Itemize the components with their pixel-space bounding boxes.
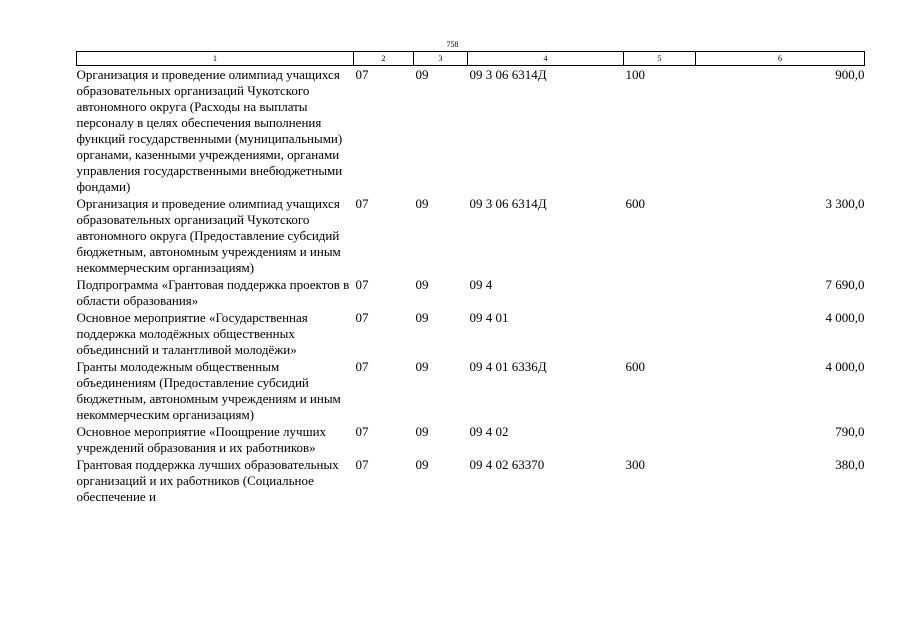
header-row bbox=[77, 52, 865, 66]
row-name: Гранты молодежным общественным объединениям (Предоставление субсидий бюджетным, автономным учреждениям и иным некоммерческим организациям) bbox=[76, 359, 341, 422]
row-name: Грантовая поддержка лучших образовательных организаций и их работников (Социальное обеспечение и bbox=[76, 457, 339, 504]
row-subsection: 09 bbox=[415, 67, 429, 82]
row-amount: 3 300,0 bbox=[825, 196, 865, 211]
table-body bbox=[77, 66, 865, 506]
row-section: 07 bbox=[355, 67, 369, 82]
row-expense-type bbox=[624, 276, 696, 309]
column-header-name: 1 bbox=[77, 52, 354, 66]
row-section: 07 bbox=[355, 457, 369, 472]
row-subsection: 09 bbox=[415, 277, 429, 292]
table-row bbox=[77, 358, 865, 423]
row-subsection: 09 bbox=[415, 310, 429, 325]
table-row bbox=[77, 276, 865, 309]
row-section: 07 bbox=[355, 424, 369, 439]
row-amount: 4 000,0 bbox=[825, 310, 865, 325]
column-header-section: 2 bbox=[354, 52, 414, 66]
row-target: 09 4 02 bbox=[469, 424, 509, 439]
row-expense-type: 300 bbox=[625, 457, 645, 472]
row-target: 09 4 bbox=[469, 277, 493, 292]
row-amount: 790,0 bbox=[835, 424, 865, 439]
row-amount: 4 000,0 bbox=[825, 359, 865, 374]
row-expense-type: 100 bbox=[625, 67, 645, 82]
row-subsection: 09 bbox=[415, 424, 429, 439]
table-row bbox=[77, 423, 865, 456]
column-header-target: 4 bbox=[468, 52, 624, 66]
row-amount: 380,0 bbox=[835, 457, 865, 472]
table-row bbox=[77, 66, 865, 196]
row-target: 09 3 06 6314Д bbox=[469, 196, 547, 211]
row-section: 07 bbox=[355, 196, 369, 211]
row-section: 07 bbox=[355, 277, 369, 292]
table-header bbox=[77, 52, 865, 66]
column-header-amount: 6 bbox=[696, 52, 865, 66]
row-subsection: 09 bbox=[415, 457, 429, 472]
column-header-subsection: 3 bbox=[414, 52, 468, 66]
row-amount: 7 690,0 bbox=[825, 277, 865, 292]
row-expense-type bbox=[624, 309, 696, 358]
column-header-expense-type: 5 bbox=[624, 52, 696, 66]
row-name: Основное мероприятие «Государственная поддержка молодёжных общественных объединсний и талантливой молодёжи» bbox=[76, 310, 308, 357]
row-section: 07 bbox=[355, 359, 369, 374]
table-row bbox=[77, 456, 865, 505]
row-subsection: 09 bbox=[415, 196, 429, 211]
row-section: 07 bbox=[355, 310, 369, 325]
row-subsection: 09 bbox=[415, 359, 429, 374]
row-expense-type bbox=[624, 423, 696, 456]
row-target: 09 3 06 6314Д bbox=[469, 67, 547, 82]
row-name: Основное мероприятие «Поощрение лучших учреждений образования и их работников» bbox=[76, 424, 327, 455]
row-expense-type: 600 bbox=[625, 196, 645, 211]
row-name: Подпрограмма «Грантовая поддержка проектов в области образования» bbox=[76, 277, 350, 308]
row-expense-type: 600 bbox=[625, 359, 645, 374]
row-amount: 900,0 bbox=[835, 67, 865, 82]
table-row bbox=[77, 195, 865, 276]
row-name: Организация и проведение олимпиад учащихся образовательных организаций Чукотского автономного округа (Предоставление субсидий бюджетным, автономным учреждениям и иным некоммерческим организациям) bbox=[76, 196, 341, 275]
page-number: 758 bbox=[446, 40, 459, 49]
row-target: 09 4 01 6336Д bbox=[469, 359, 547, 374]
row-target: 09 4 02 63370 bbox=[469, 457, 545, 472]
budget-table bbox=[76, 51, 865, 505]
row-target: 09 4 01 bbox=[469, 310, 509, 325]
table-row bbox=[77, 309, 865, 358]
row-name: Организация и проведение олимпиад учащихся образовательных организаций Чукотского автономного округа (Расходы на выплаты персоналу в целях обеспечения выполнения функций государственными (муниципальными) органами, казенными учреждениями, органами управления государственными внебюджетными фондами) bbox=[76, 67, 343, 194]
